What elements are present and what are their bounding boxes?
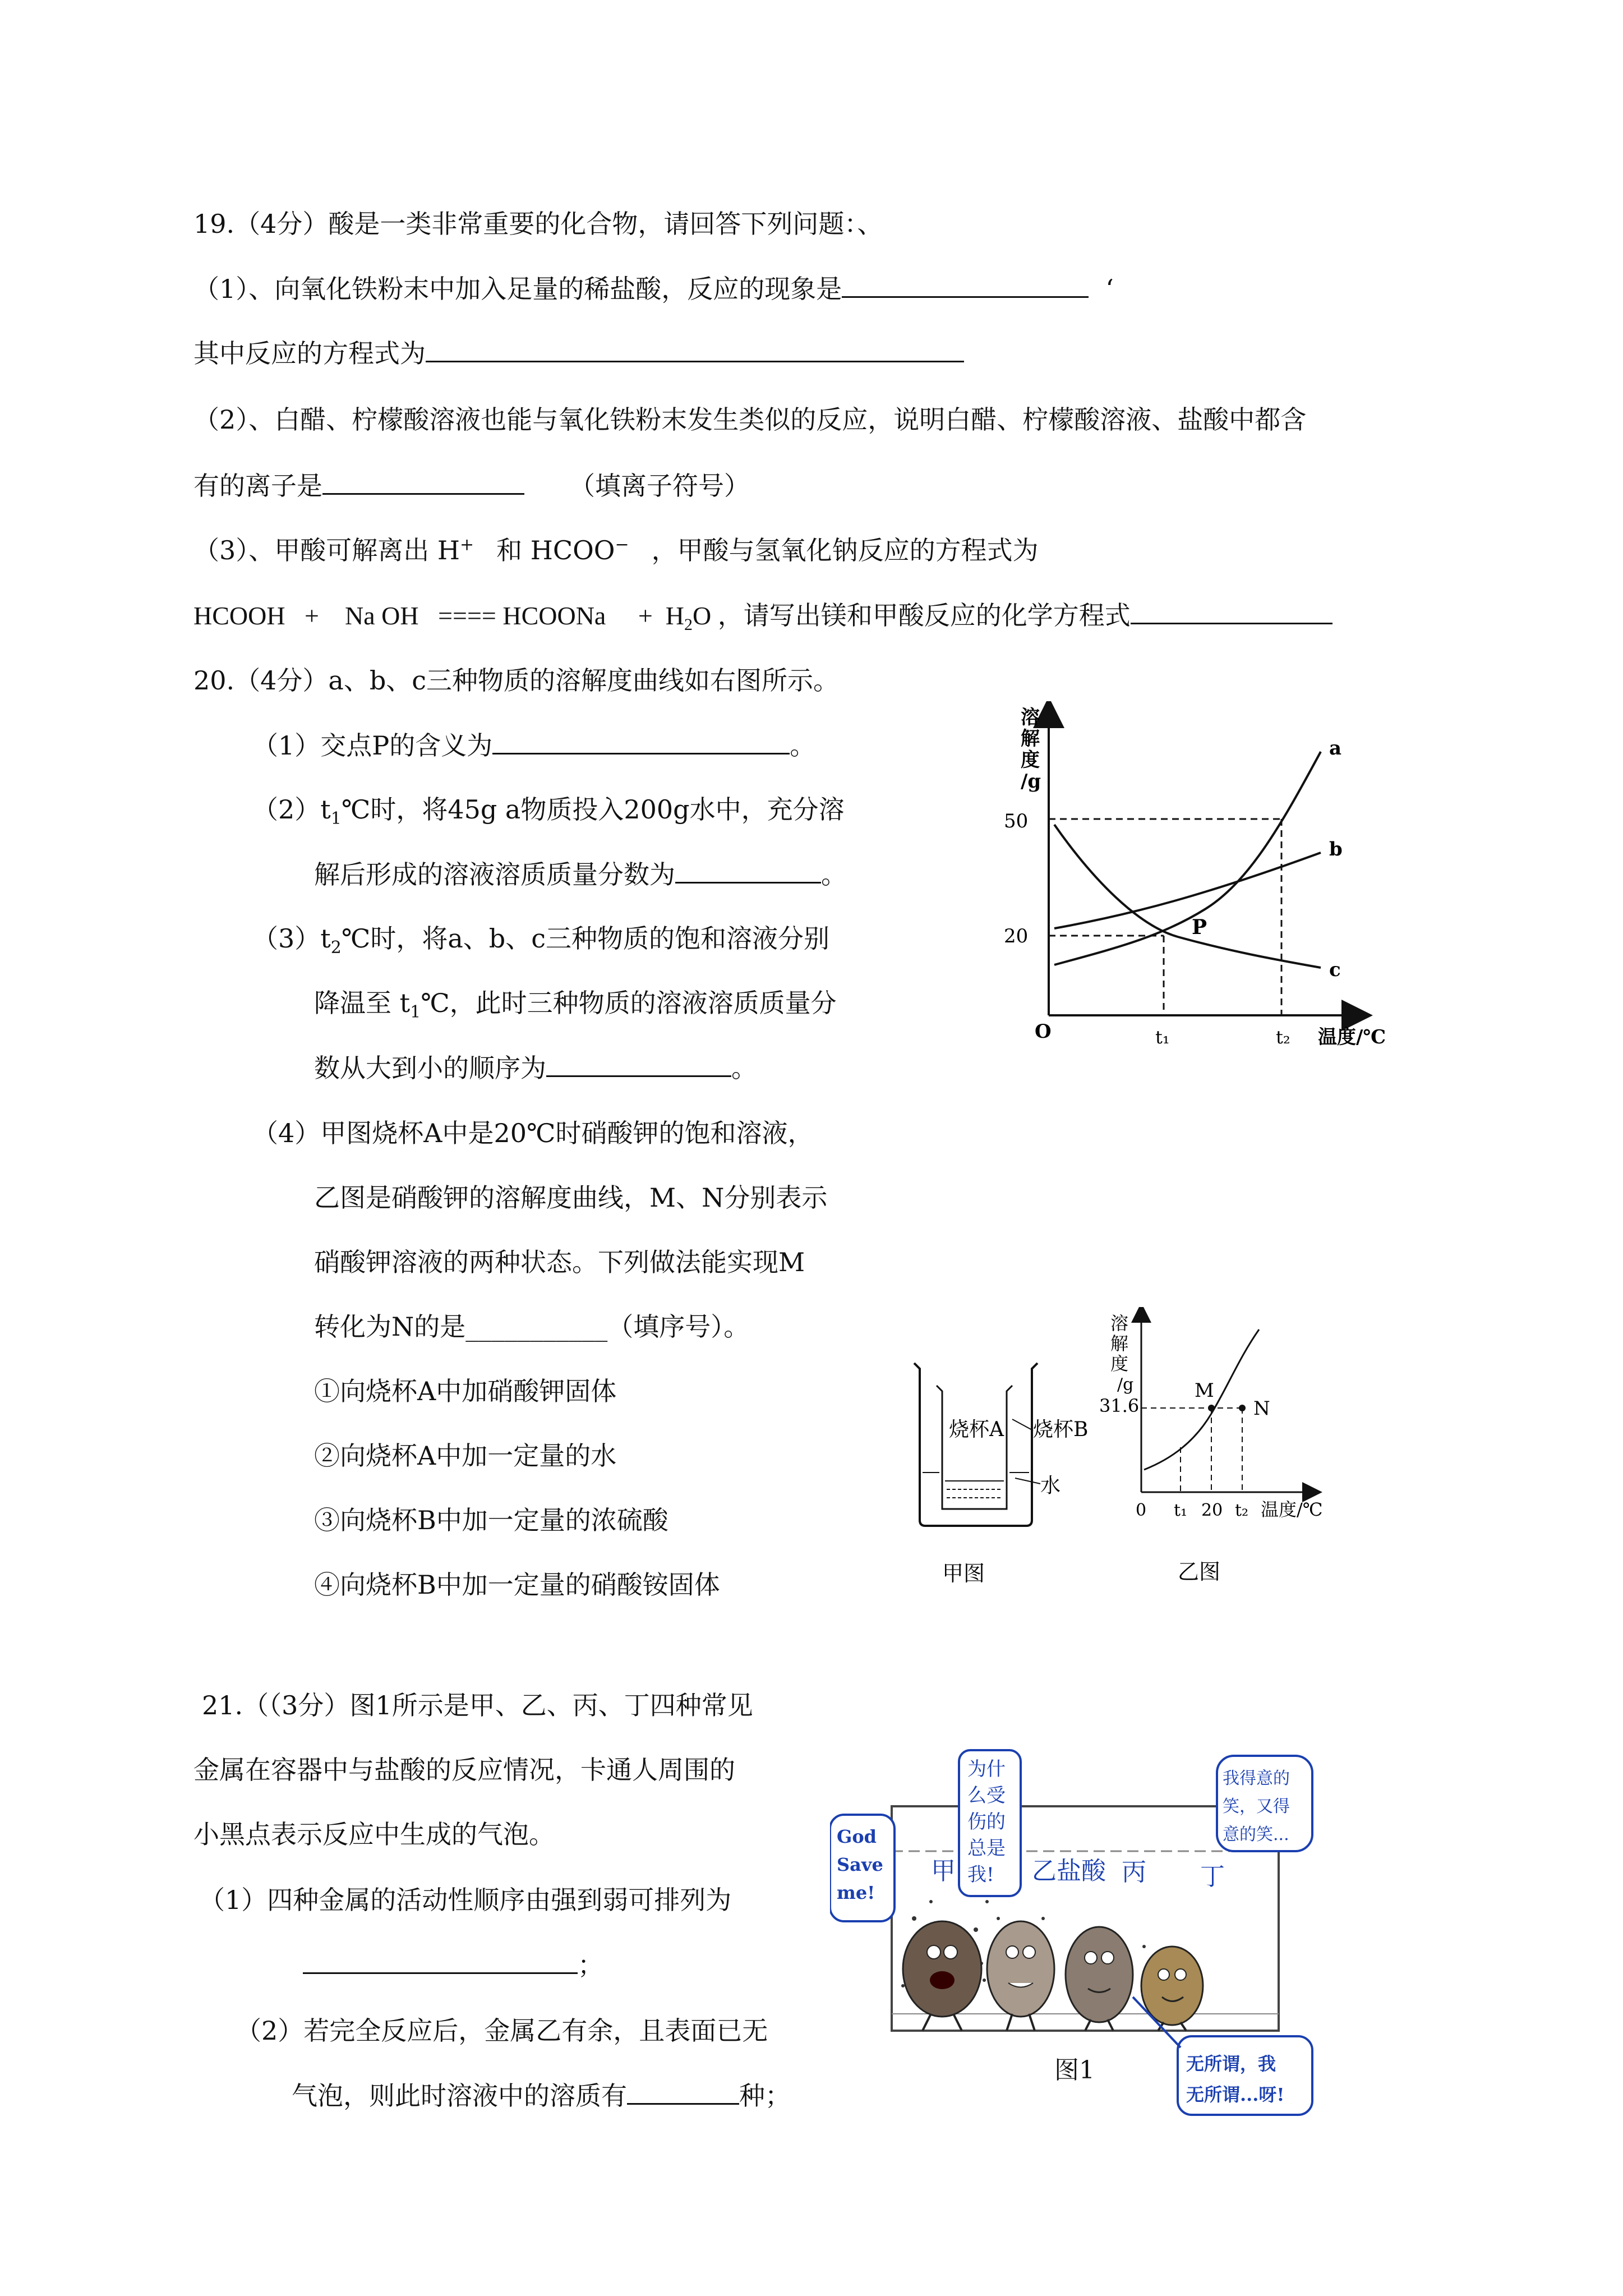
q19-part1-text: （1）、向氧化铁粉末中加入足量的稀盐酸，反应的现象是 [193, 274, 842, 304]
y-axis-label-1: 溶 [1110, 1313, 1129, 1334]
q19-part3-text-b: 和 HCOO [496, 535, 615, 565]
answer-blank-q20-3[interactable] [546, 1051, 731, 1077]
answer-blank-q19-equation[interactable] [426, 336, 964, 362]
y-axis-label-2: 解 [1110, 1333, 1129, 1354]
q20-part3-text-a: （3）t [252, 923, 331, 954]
metal-jia-figure [903, 1921, 981, 2017]
q20-option-3: ③向烧杯B中加一定量的浓硫酸 [314, 1505, 668, 1535]
q19-part3-text-a: （3）、甲酸可解离出 H [193, 535, 460, 565]
series-label-b: b [1329, 838, 1343, 861]
q19-equation-label: 其中反应的方程式为 [193, 338, 426, 369]
y-tick-50: 50 [1004, 810, 1029, 832]
q21-part2-line1: （2）若完全反应后，金属乙有余，且表面已无 [236, 2016, 768, 2046]
period: 。 [731, 1053, 757, 1083]
q19-part2-line2 [193, 468, 750, 503]
q20-part2-text-c: 解后形成的溶液溶质质量分数为 [314, 859, 675, 890]
beaker-a-label: 烧杯A [949, 1418, 1004, 1441]
q20-part3-line2 [314, 986, 837, 1023]
q19-part1-line1 [193, 272, 1114, 306]
q20-part1-text: （1）交点P的含义为 [252, 730, 493, 761]
period: 。 [821, 859, 847, 890]
y-tick-31-6: 31.6 [1099, 1395, 1140, 1416]
label-ding: 丁 [1200, 1862, 1225, 1891]
metal-reaction-cartoon [830, 1733, 1335, 2126]
answer-blank-q20-2[interactable] [675, 857, 821, 884]
q20-part3-text-d: ℃，此时三种物质的溶液溶质质量分 [421, 988, 837, 1018]
q20-part4-line2: 乙图是硝酸钾的溶解度曲线，M、N分别表示 [314, 1182, 828, 1213]
bubble4-line2: 无所谓...呀! [1186, 2084, 1285, 2105]
semicolon: ； [578, 1950, 603, 1980]
solubility-curve-chart-abc [993, 701, 1430, 1060]
bubble1-line3: me! [837, 1882, 875, 1903]
x-axis-label: 温度/℃ [1261, 1499, 1323, 1520]
x-tick-t2: t₂ [1276, 1027, 1290, 1048]
beaker-b-pointer [1012, 1419, 1033, 1430]
q20-part1 [252, 728, 815, 762]
point-n-label: N [1253, 1397, 1270, 1420]
water-pointer [1015, 1478, 1040, 1484]
figure-caption-yi: 乙图 [1178, 1559, 1221, 1584]
q20-option-2: ②向烧杯A中加一定量的水 [314, 1441, 617, 1471]
q20-part4-line3: 硝酸钾溶液的两种状态。下列做法能实现M [314, 1247, 805, 1277]
q19-part1-line2 [193, 336, 964, 370]
bubble1-line1: God [837, 1826, 877, 1847]
y-axis-label-3: 度 [1021, 749, 1040, 771]
y-axis-label-2: 解 [1021, 728, 1040, 750]
q19-part3-question: O ，请写出镁和甲酸反应的化学方程式 [693, 601, 1131, 630]
q21-line3: 小黑点表示反应中生成的气泡。 [193, 1819, 555, 1849]
x-axis-label: 温度/℃ [1318, 1026, 1386, 1048]
intersection-label-p: P [1192, 915, 1207, 939]
metal-ding-figure [1141, 1947, 1203, 2025]
q20-part2-line1 [252, 793, 845, 829]
q19-part2-hint: （填离子符号） [569, 471, 750, 501]
q20-option-1: ①向烧杯A中加硝酸钾固体 [314, 1376, 617, 1406]
q21-line2: 金属在容器中与盐酸的反应情况，卡通人周围的 [193, 1755, 735, 1785]
q21-part1: （1）四种金属的活动性顺序由强到弱可排列为 [199, 1885, 732, 1915]
figure-caption-jia: 甲图 [942, 1561, 985, 1586]
q20-part3-text-c: 降温至 t [314, 988, 411, 1018]
origin-label: O [1035, 1020, 1052, 1043]
q20-title: 20.（4分）a、b、c三种物质的溶解度曲线如右图所示。 [193, 665, 840, 696]
answer-blank-q20-1[interactable] [492, 728, 790, 754]
y-axis-label-3: 度 [1110, 1353, 1129, 1374]
q20-part3-text-e: 数从大到小的顺序为 [314, 1053, 546, 1083]
bubble4-line1: 无所谓，我 [1186, 2053, 1276, 2074]
point-m-label: M [1195, 1379, 1214, 1402]
q20-part2-line2 [314, 857, 847, 891]
metal-bing-figure [1066, 1927, 1133, 2022]
bubble2-line5: 我! [967, 1864, 994, 1886]
beaker-figure [903, 1352, 1088, 1588]
period: 。 [790, 730, 816, 761]
point-n [1239, 1405, 1246, 1411]
y-axis-label-4: /g [1117, 1375, 1134, 1395]
q20-part4-line1: （4）甲图烧杯A中是20℃时硝酸钾的饱和溶液， [252, 1118, 814, 1148]
answer-blank-q21-2[interactable] [627, 2078, 739, 2105]
y-axis-label-1: 溶 [1021, 706, 1040, 729]
q21-title: 21.（（3分）图1所示是甲、乙、丙、丁四种常见 [202, 1690, 753, 1720]
x-tick-0: 0 [1136, 1501, 1147, 1520]
q19-part3-line1 [193, 533, 1039, 567]
q20-part3-text-b: ℃时，将a、b、c三种物质的饱和溶液分别 [341, 923, 829, 954]
bubble3-line1: 我得意的 [1223, 1769, 1290, 1788]
figure-caption-1: 图1 [1054, 2056, 1095, 2085]
q21-part2-text: 气泡，则此时溶液中的溶质有 [292, 2081, 627, 2111]
label-jia: 甲 [931, 1857, 956, 1885]
point-m [1208, 1405, 1215, 1411]
subscript-1: 1 [410, 1002, 421, 1023]
bubble2-line3: 伤的 [967, 1811, 1006, 1833]
superscript-minus: − [615, 535, 629, 555]
q20-part2-text-a: （2）t [252, 794, 331, 825]
y-tick-20: 20 [1004, 925, 1029, 947]
bubble1-line2: Save [837, 1854, 883, 1875]
label-yi-acid: 乙盐酸 [1032, 1857, 1106, 1885]
q19-title: 19.（4分）酸是一类非常重要的化合物，请回答下列问题：、 [193, 209, 883, 239]
beaker-a-outline [937, 1386, 1012, 1509]
label-bing: 丙 [1122, 1858, 1146, 1887]
bubble3-line2: 笑，又得 [1223, 1797, 1290, 1816]
x-tick-t1: t₁ [1174, 1501, 1188, 1520]
legs [923, 2014, 1186, 2031]
series-label-a: a [1329, 737, 1342, 760]
subscript-2: 2 [330, 938, 342, 958]
beaker-b-outline [914, 1363, 1038, 1526]
q20-part4-line4: 转化为N的是___________（填序号）。 [314, 1312, 750, 1342]
answer-blank-q19-1[interactable] [842, 272, 1089, 298]
q19-part3-line2 [193, 598, 1332, 633]
q21-part2-line2 [292, 2078, 791, 2113]
q20-option-4: ④向烧杯B中加一定量的硝酸铵固体 [314, 1570, 720, 1600]
q19-part3-text-c: ，甲酸与氢氧化钠反应的方程式为 [651, 535, 1039, 565]
sodium-formate-equation: HCOOH + Na OH ==== HCOONa + H [193, 601, 684, 630]
bubble2-line1: 为什 [967, 1758, 1006, 1780]
subscript-2: 2 [684, 615, 693, 634]
bubble2-line4: 总是 [967, 1837, 1006, 1860]
q19-part2-text: 有的离子是 [193, 471, 322, 501]
y-axis-label-4: /g [1021, 770, 1041, 793]
subscript-1: 1 [330, 809, 342, 829]
series-label-c: c [1329, 959, 1341, 981]
jia-mouth [930, 1971, 955, 1989]
q20-part3-line1 [252, 922, 829, 958]
kno3-solubility-chart [1099, 1307, 1380, 1588]
metal-yi-figure [987, 1921, 1054, 2017]
stray-mark: ‘ [1105, 274, 1114, 304]
water-label: 水 [1040, 1474, 1061, 1497]
superscript-plus: + [460, 535, 474, 555]
answer-blank-q19-ion[interactable] [322, 468, 524, 495]
beaker-b-label: 烧杯B [1033, 1418, 1088, 1441]
bubble2-line2: 么受 [967, 1784, 1006, 1807]
q21-part1-answer-line [303, 1948, 603, 1982]
q20-part2-text-b: ℃时，将45g a物质投入200g水中，充分溶 [341, 794, 845, 825]
x-tick-t1: t₁ [1155, 1027, 1170, 1048]
x-tick-20: 20 [1201, 1501, 1223, 1520]
answer-blank-q19-mg-equation[interactable] [1131, 598, 1332, 624]
x-tick-t2: t₂ [1235, 1501, 1249, 1520]
q19-part2-line1: （2）、白醋、柠檬酸溶液也能与氧化铁粉末发生类似的反应，说明白醋、柠檬酸溶液、盐酸中都含 [193, 404, 1307, 435]
q20-part3-line3 [314, 1051, 757, 1085]
answer-blank-q21-1[interactable] [303, 1948, 578, 1974]
bubble3-line3: 意的笑... [1223, 1825, 1289, 1844]
q21-part2-end: 种； [739, 2081, 791, 2111]
